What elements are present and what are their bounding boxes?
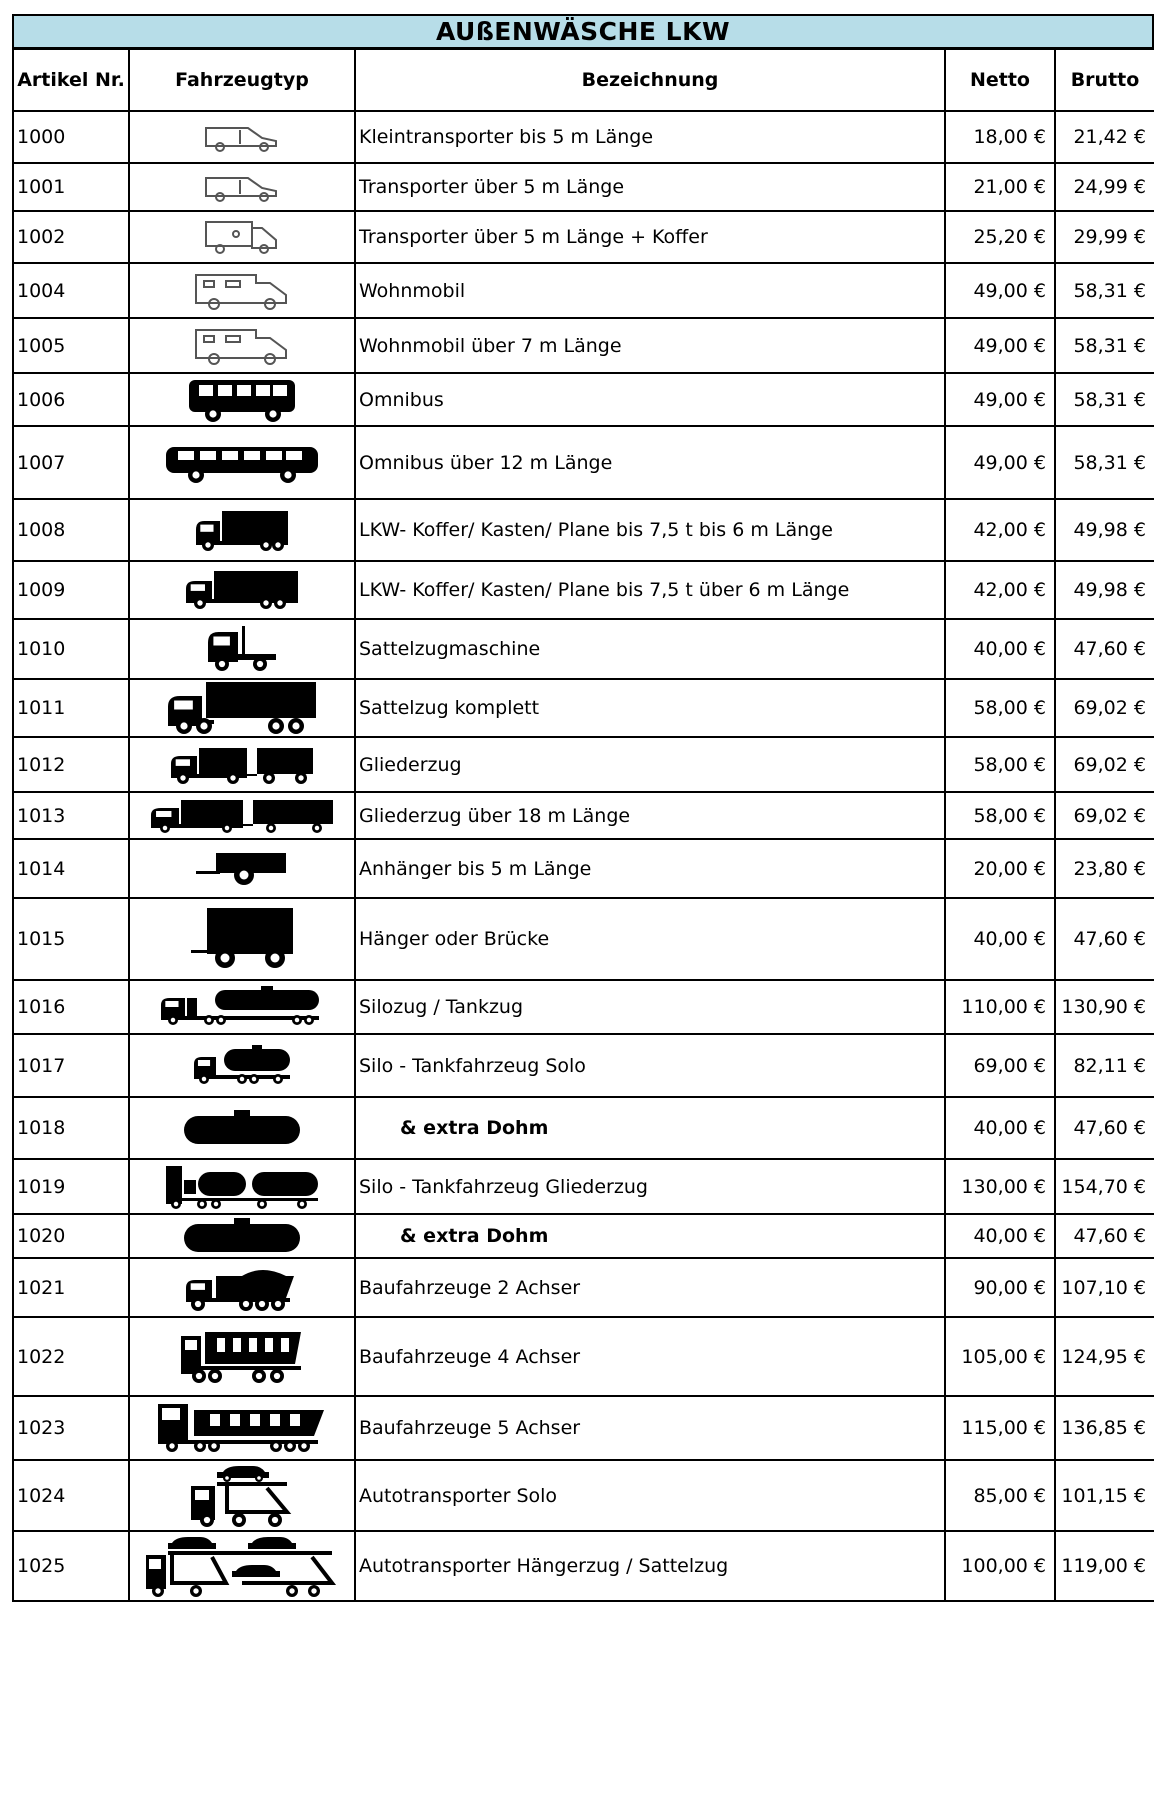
artikel-nr-cell: 1002 <box>13 211 129 263</box>
brutto-price-cell: 130,90 € <box>1055 980 1154 1034</box>
vehicle-type-cell <box>129 1258 355 1317</box>
artikel-nr-cell: 1015 <box>13 898 129 980</box>
netto-price-cell: 90,00 € <box>945 1258 1055 1317</box>
artikel-nr-cell: 1021 <box>13 1258 129 1317</box>
description-cell: & extra Dohm <box>355 1214 945 1258</box>
description-cell: & extra Dohm <box>355 1097 945 1159</box>
price-table <box>12 48 1154 1602</box>
netto-price-cell: 58,00 € <box>945 737 1055 792</box>
brutto-price-cell: 107,10 € <box>1055 1258 1154 1317</box>
table-row <box>13 1460 1154 1531</box>
vehicle-type-cell <box>129 561 355 619</box>
brutto-price-cell: 23,80 € <box>1055 839 1154 898</box>
vehicle-type-cell <box>129 263 355 318</box>
description-cell: LKW- Koffer/ Kasten/ Plane bis 7,5 t über 6 m Länge <box>355 561 945 619</box>
description-cell: Anhänger bis 5 m Länge <box>355 839 945 898</box>
artikel-nr-cell: 1008 <box>13 499 129 561</box>
table-row <box>13 1097 1154 1159</box>
table-row <box>13 499 1154 561</box>
table-row <box>13 561 1154 619</box>
vehicle-type-cell <box>129 1097 355 1159</box>
description-cell: Baufahrzeuge 5 Achser <box>355 1396 945 1460</box>
tractor-unit-icon <box>130 624 354 674</box>
vehicle-type-cell <box>129 792 355 839</box>
netto-price-cell: 100,00 € <box>945 1531 1055 1601</box>
table-row <box>13 619 1154 679</box>
description-cell: Gliederzug über 18 m Länge <box>355 792 945 839</box>
artikel-nr-cell: 1005 <box>13 318 129 373</box>
box-truck-icon <box>130 507 354 553</box>
brutto-price-cell: 101,15 € <box>1055 1460 1154 1531</box>
motorhome-outline-icon <box>130 269 354 313</box>
artikel-nr-cell: 1020 <box>13 1214 129 1258</box>
sheet-title: AUßENWÄSCHE LKW <box>12 14 1154 48</box>
vehicle-type-cell <box>129 318 355 373</box>
artikel-nr-cell: 1025 <box>13 1531 129 1601</box>
van-outline-icon <box>130 120 354 154</box>
vehicle-type-cell <box>129 111 355 163</box>
description-cell: Silo - Tankfahrzeug Gliederzug <box>355 1159 945 1214</box>
table-row <box>13 679 1154 737</box>
brutto-price-cell: 58,31 € <box>1055 318 1154 373</box>
table-row <box>13 111 1154 163</box>
bus-icon <box>130 376 354 424</box>
artikel-nr-cell: 1006 <box>13 373 129 426</box>
artikel-nr-cell: 1023 <box>13 1396 129 1460</box>
table-row <box>13 980 1154 1034</box>
brutto-price-cell: 124,95 € <box>1055 1317 1154 1396</box>
netto-price-cell: 58,00 € <box>945 679 1055 737</box>
table-row <box>13 1214 1154 1258</box>
netto-price-cell: 40,00 € <box>945 1097 1055 1159</box>
brutto-price-cell: 154,70 € <box>1055 1159 1154 1214</box>
description-cell: Silozug / Tankzug <box>355 980 945 1034</box>
vehicle-type-cell <box>129 1396 355 1460</box>
tank-dome-icon <box>130 1108 354 1148</box>
vehicle-type-cell <box>129 1531 355 1601</box>
vehicle-type-cell <box>129 211 355 263</box>
artikel-nr-cell: 1011 <box>13 679 129 737</box>
tanker-trailer-icon <box>130 1162 354 1212</box>
description-cell: Silo - Tankfahrzeug Solo <box>355 1034 945 1097</box>
description-cell: Baufahrzeuge 2 Achser <box>355 1258 945 1317</box>
netto-price-cell: 25,20 € <box>945 211 1055 263</box>
brutto-price-cell: 58,31 € <box>1055 426 1154 499</box>
long-bus-icon <box>130 439 354 487</box>
brutto-price-cell: 69,02 € <box>1055 792 1154 839</box>
semi-truck-icon <box>130 680 354 736</box>
tanker-solo-icon <box>130 1045 354 1087</box>
netto-price-cell: 20,00 € <box>945 839 1055 898</box>
table-row <box>13 1034 1154 1097</box>
truck-trailer-long-icon <box>130 798 354 834</box>
car-transporter-trailer-icon <box>130 1533 354 1599</box>
table-row <box>13 163 1154 211</box>
description-cell: Baufahrzeuge 4 Achser <box>355 1317 945 1396</box>
artikel-nr-cell: 1022 <box>13 1317 129 1396</box>
car-transporter-icon <box>130 1464 354 1528</box>
brutto-price-cell: 58,31 € <box>1055 263 1154 318</box>
artikel-nr-cell: 1014 <box>13 839 129 898</box>
table-row <box>13 1317 1154 1396</box>
description-cell: Wohnmobil über 7 m Länge <box>355 318 945 373</box>
table-header-row <box>13 49 1154 111</box>
dump-truck-icon <box>130 1262 354 1314</box>
dump-truck-5axle-icon <box>130 1400 354 1456</box>
table-row <box>13 1258 1154 1317</box>
netto-price-cell: 42,00 € <box>945 561 1055 619</box>
vehicle-type-cell <box>129 737 355 792</box>
header-artikel-nr: Artikel Nr. <box>13 49 129 111</box>
artikel-nr-cell: 1009 <box>13 561 129 619</box>
description-cell: LKW- Koffer/ Kasten/ Plane bis 7,5 t bis 6 m Länge <box>355 499 945 561</box>
table-row <box>13 373 1154 426</box>
artikel-nr-cell: 1017 <box>13 1034 129 1097</box>
brutto-price-cell: 58,31 € <box>1055 373 1154 426</box>
table-row <box>13 426 1154 499</box>
vehicle-type-cell <box>129 839 355 898</box>
brutto-price-cell: 49,98 € <box>1055 499 1154 561</box>
table-row <box>13 737 1154 792</box>
description-cell: Autotransporter Hängerzug / Sattelzug <box>355 1531 945 1601</box>
van-outline-icon <box>130 170 354 204</box>
header-bezeichnung: Bezeichnung <box>355 49 945 111</box>
table-row <box>13 211 1154 263</box>
netto-price-cell: 42,00 € <box>945 499 1055 561</box>
description-cell: Omnibus über 12 m Länge <box>355 426 945 499</box>
description-cell: Wohnmobil <box>355 263 945 318</box>
brutto-price-cell: 47,60 € <box>1055 898 1154 980</box>
netto-price-cell: 69,00 € <box>945 1034 1055 1097</box>
vehicle-type-cell <box>129 426 355 499</box>
table-row <box>13 1531 1154 1601</box>
vehicle-type-cell <box>129 163 355 211</box>
artikel-nr-cell: 1012 <box>13 737 129 792</box>
brutto-price-cell: 21,42 € <box>1055 111 1154 163</box>
table-row <box>13 792 1154 839</box>
brutto-price-cell: 29,99 € <box>1055 211 1154 263</box>
netto-price-cell: 49,00 € <box>945 373 1055 426</box>
description-cell: Transporter über 5 m Länge + Koffer <box>355 211 945 263</box>
brutto-price-cell: 47,60 € <box>1055 1097 1154 1159</box>
header-fahrzeugtyp: Fahrzeugtyp <box>129 49 355 111</box>
brutto-price-cell: 69,02 € <box>1055 679 1154 737</box>
table-row <box>13 318 1154 373</box>
artikel-nr-cell: 1019 <box>13 1159 129 1214</box>
artikel-nr-cell: 1010 <box>13 619 129 679</box>
table-row <box>13 1396 1154 1460</box>
table-row <box>13 1159 1154 1214</box>
brutto-price-cell: 24,99 € <box>1055 163 1154 211</box>
brutto-price-cell: 49,98 € <box>1055 561 1154 619</box>
brutto-price-cell: 82,11 € <box>1055 1034 1154 1097</box>
box-van-outline-icon <box>130 218 354 256</box>
brutto-price-cell: 69,02 € <box>1055 737 1154 792</box>
artikel-nr-cell: 1004 <box>13 263 129 318</box>
vehicle-type-cell <box>129 1214 355 1258</box>
description-cell: Transporter über 5 m Länge <box>355 163 945 211</box>
table-row <box>13 263 1154 318</box>
netto-price-cell: 40,00 € <box>945 619 1055 679</box>
brutto-price-cell: 119,00 € <box>1055 1531 1154 1601</box>
trailer-icon <box>130 906 354 972</box>
box-truck-long-icon <box>130 569 354 611</box>
brutto-price-cell: 47,60 € <box>1055 1214 1154 1258</box>
header-netto: Netto <box>945 49 1055 111</box>
truck-trailer-icon <box>130 744 354 786</box>
netto-price-cell: 40,00 € <box>945 1214 1055 1258</box>
vehicle-type-cell <box>129 980 355 1034</box>
netto-price-cell: 58,00 € <box>945 792 1055 839</box>
vehicle-type-cell <box>129 373 355 426</box>
vehicle-type-cell <box>129 1460 355 1531</box>
netto-price-cell: 49,00 € <box>945 263 1055 318</box>
netto-price-cell: 49,00 € <box>945 318 1055 373</box>
table-row <box>13 839 1154 898</box>
header-brutto: Brutto <box>1055 49 1154 111</box>
netto-price-cell: 40,00 € <box>945 898 1055 980</box>
description-cell: Autotransporter Solo <box>355 1460 945 1531</box>
vehicle-type-cell <box>129 1159 355 1214</box>
netto-price-cell: 130,00 € <box>945 1159 1055 1214</box>
artikel-nr-cell: 1024 <box>13 1460 129 1531</box>
description-cell: Kleintransporter bis 5 m Länge <box>355 111 945 163</box>
description-cell: Sattelzug komplett <box>355 679 945 737</box>
netto-price-cell: 115,00 € <box>945 1396 1055 1460</box>
vehicle-type-cell <box>129 499 355 561</box>
netto-price-cell: 110,00 € <box>945 980 1055 1034</box>
vehicle-type-cell <box>129 1317 355 1396</box>
artikel-nr-cell: 1000 <box>13 111 129 163</box>
brutto-price-cell: 136,85 € <box>1055 1396 1154 1460</box>
vehicle-type-cell <box>129 679 355 737</box>
description-cell: Gliederzug <box>355 737 945 792</box>
description-cell: Hänger oder Brücke <box>355 898 945 980</box>
vehicle-type-cell <box>129 898 355 980</box>
netto-price-cell: 49,00 € <box>945 426 1055 499</box>
small-trailer-icon <box>130 849 354 889</box>
netto-price-cell: 105,00 € <box>945 1317 1055 1396</box>
brutto-price-cell: 47,60 € <box>1055 619 1154 679</box>
artikel-nr-cell: 1007 <box>13 426 129 499</box>
netto-price-cell: 21,00 € <box>945 163 1055 211</box>
artikel-nr-cell: 1001 <box>13 163 129 211</box>
artikel-nr-cell: 1018 <box>13 1097 129 1159</box>
vehicle-type-cell <box>129 1034 355 1097</box>
artikel-nr-cell: 1013 <box>13 792 129 839</box>
tanker-truck-icon <box>130 986 354 1028</box>
price-sheet <box>12 14 1154 1602</box>
artikel-nr-cell: 1016 <box>13 980 129 1034</box>
table-row <box>13 898 1154 980</box>
description-cell: Sattelzugmaschine <box>355 619 945 679</box>
description-cell: Omnibus <box>355 373 945 426</box>
vehicle-type-cell <box>129 619 355 679</box>
netto-price-cell: 85,00 € <box>945 1460 1055 1531</box>
dump-truck-4axle-icon <box>130 1326 354 1388</box>
netto-price-cell: 18,00 € <box>945 111 1055 163</box>
tank-dome-icon <box>130 1216 354 1256</box>
motorhome-outline-icon <box>130 324 354 368</box>
